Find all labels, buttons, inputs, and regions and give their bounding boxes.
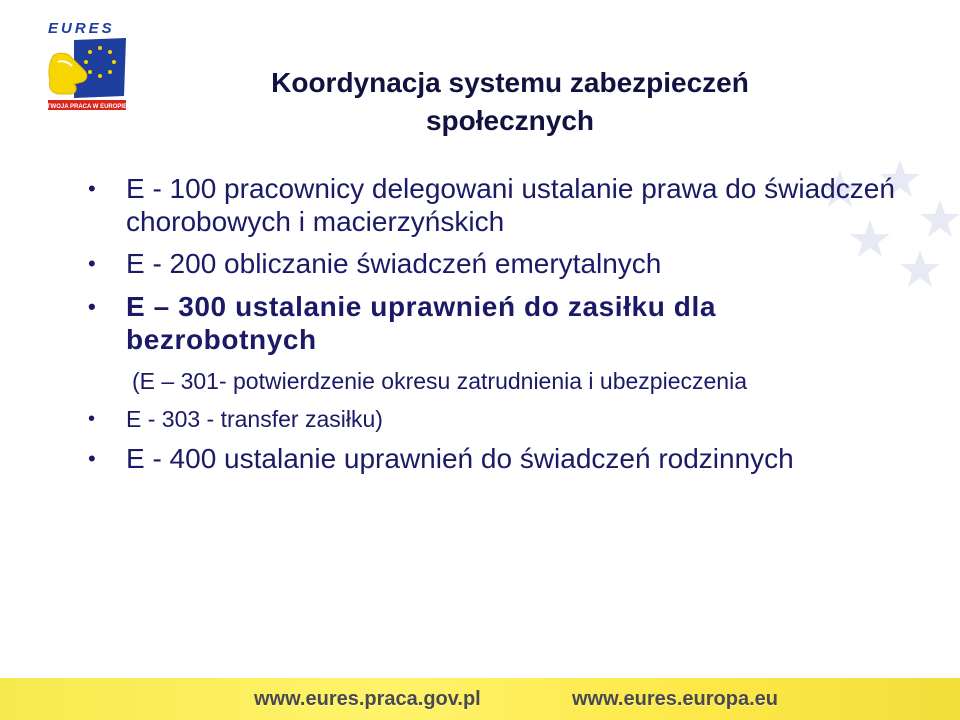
list-item [84, 247, 904, 280]
sub-note-text: (E – 301- potwierdzenie okresu zatrudnienia i ubezpieczenia [132, 368, 747, 394]
bullet-icon: • [88, 294, 97, 319]
bullet-icon: • [88, 251, 96, 276]
sub-note [84, 362, 904, 400]
list-item [84, 442, 904, 475]
footer-band [0, 678, 960, 720]
logo-bottom-text: TWOJA PRACA W EUROPIE [46, 104, 128, 110]
list-item [84, 400, 904, 438]
bullet-icon: • [88, 176, 96, 201]
list-item-text: E – 300 ustalanie uprawnień do zasiłku dla bezrobotnych [126, 291, 717, 355]
title-line-2: społecznych [425, 105, 595, 136]
list-item-text: E - 100 pracownicy delegowani ustalanie prawa do świadczeń chorobowych i macierzyńskich [126, 173, 895, 237]
slide-title [150, 64, 870, 140]
list-item-text: E - 200 obliczanie świadczeń emerytalnych [126, 248, 662, 279]
bullet-list [84, 172, 904, 475]
bullet-icon: • [88, 408, 96, 430]
list-item [84, 172, 904, 238]
title-line-1: Koordynacja systemu zabezpieczeń [271, 67, 749, 98]
bullet-icon: • [88, 446, 96, 471]
footer-link-eures-europa[interactable]: www.eures.europa.eu [572, 688, 778, 710]
footer-link-eures-praca[interactable]: www.eures.praca.gov.pl [254, 688, 481, 710]
eures-logo [44, 18, 130, 114]
list-item [84, 290, 904, 356]
logo-top-text: EURES [48, 20, 115, 37]
list-item-text: E - 303 - transfer zasiłku) [126, 406, 383, 432]
list-item-text: E - 400 ustalanie uprawnień do świadczeń rodzinnych [126, 443, 794, 474]
